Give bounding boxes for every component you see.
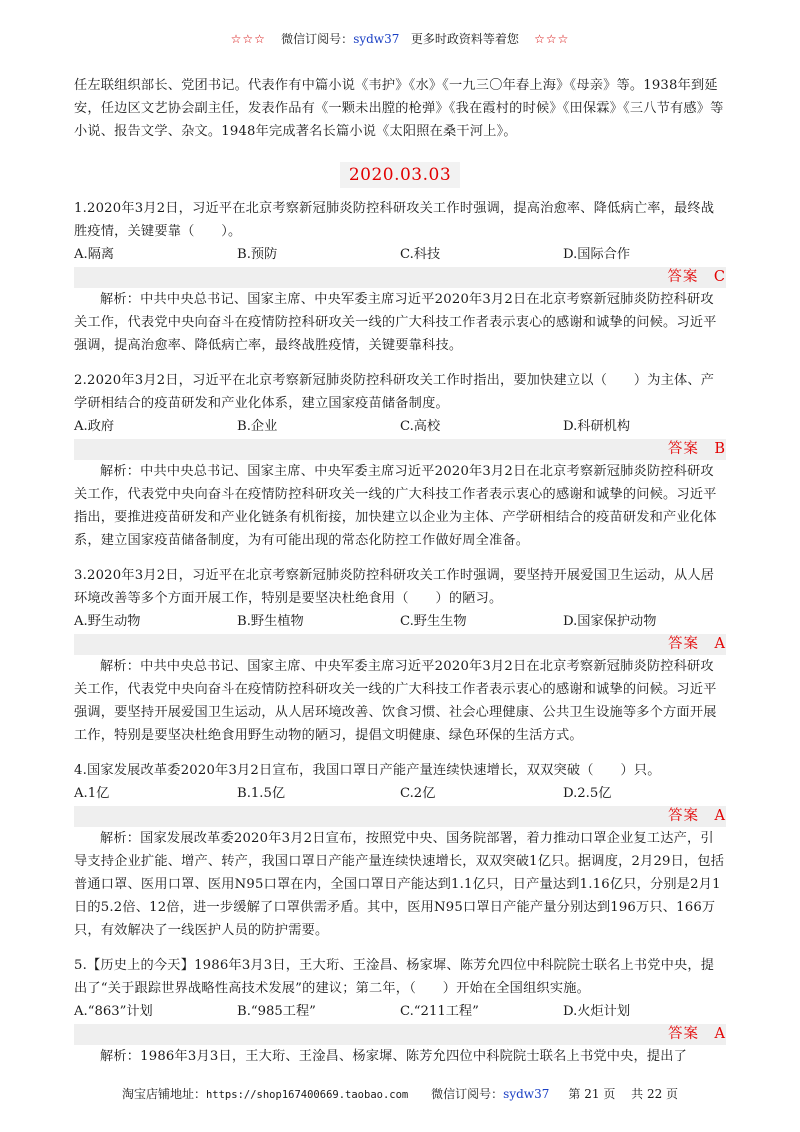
answer-bar: 答案 A xyxy=(74,634,726,655)
analysis-text: 解析：中共中央总书记、国家主席、中央军委主席习近平2020年3月2日在北京考察新冠肺炎防控科研攻关工作，代表党中央向奋斗在疫情防控科研攻关一线的广大科技工作者表示衷心的感谢和诚挚的问候。习近平强调，提高治愈率、降低病亡率，最终战胜疫情，关键要靠科技。 xyxy=(74,292,717,353)
question-text: 3.2020年3月2日，习近平在北京考察新冠肺炎防控科研攻关工作时强调，要坚持开展爱国卫生运动，从人居环境改善等多个方面开展工作，特别是要坚决杜绝食用（ ）的陋习。 xyxy=(74,568,715,606)
wechat-label: 微信订阅号： xyxy=(431,1087,504,1101)
question-text: 5.【历史上的今天】1986年3月3日，王大珩、王淦昌、杨家墀、陈芳允四位中科院院士联名上书党中央，提出了“关于跟踪世界战略性高技术发展”的建议；第二年，（ ）开始在全国组织实施。 xyxy=(74,958,715,996)
date-heading: 2020.03.03 xyxy=(340,162,460,188)
option-a: A.隔离 xyxy=(74,247,115,262)
option-d: D.火炬计划 xyxy=(563,1004,631,1019)
option-c: C.科技 xyxy=(400,247,441,262)
question-text: 2.2020年3月2日，习近平在北京考察新冠肺炎防控科研攻关工作时指出，要加快建立以（ ）为主体、产学研相结合的疫苗研发和产业化体系，建立国家疫苗储备制度。 xyxy=(74,373,715,411)
analysis-text: 解析：中共中央总书记、国家主席、中央军委主席习近平2020年3月2日在北京考察新冠肺炎防控科研攻关工作，代表党中央向奋斗在疫情防控科研攻关一线的广大科技工作者表示衷心的感谢和诚挚的问候。习近平强调，要坚持开展爱国卫生运动，从人居环境改善、饮食习惯、社会心理健康、公共卫生设施等多个方面开展工作，特别是要坚决杜绝食用野生动物的陋习，提倡文明健康、绿色环保的生活方式。 xyxy=(74,659,717,743)
option-b: B.企业 xyxy=(237,419,278,434)
page-content xyxy=(74,74,726,1068)
question-options xyxy=(74,610,726,634)
answer-bar: 答案 A xyxy=(74,806,726,827)
stars-right: ☆☆☆ xyxy=(534,32,570,46)
answer-bar: 答案 A xyxy=(74,1024,726,1045)
option-d: D.科研机构 xyxy=(563,419,631,434)
analysis-text: 解析：1986年3月3日，王大珩、王淦昌、杨家墀、陈芳允四位中科院院士联名上书党中央，提出了 xyxy=(100,1049,688,1064)
question-block xyxy=(74,564,726,747)
answer-bar: 答案 C xyxy=(74,267,726,288)
option-a: A.1亿 xyxy=(74,786,110,801)
option-d: D.2.5亿 xyxy=(563,786,612,801)
stars-left: ☆☆☆ xyxy=(230,32,266,46)
question-options xyxy=(74,415,726,439)
wechat-account: sydw37 xyxy=(503,1087,550,1101)
option-a: A.政府 xyxy=(74,419,115,434)
option-b: B.1.5亿 xyxy=(237,786,286,801)
question-block xyxy=(74,759,726,942)
question-text: 1.2020年3月2日，习近平在北京考察新冠肺炎防控科研攻关工作时强调，提高治愈率、降低病亡率，最终战胜疫情，关键要靠（ ）。 xyxy=(74,201,715,239)
option-c: C.“211工程” xyxy=(400,1004,479,1019)
shop-url-link[interactable]: https://shop167400669.taobao.com xyxy=(205,1089,409,1101)
shop-label: 淘宝店铺地址： xyxy=(121,1087,206,1101)
option-a: A.野生动物 xyxy=(74,614,141,629)
question-block xyxy=(74,369,726,552)
option-b: B.“985工程” xyxy=(237,1004,316,1019)
header-account: sydw37 xyxy=(353,32,400,46)
page-number: 第 21 页 共 22 页 xyxy=(568,1087,679,1101)
question-block xyxy=(74,954,726,1068)
intro-paragraph: 任左联组织部长、党团书记。代表作有中篇小说《韦护》《水》《一九三〇年春上海》《母亲》等。1938年到延安，任边区文艺协会副主任，发表作品有《一颗未出膛的枪弹》《我在霞村的时候》《田保霖》《三八节有感》等小说、报告文学、杂文。1948年完成著名长篇小说《太阳照在桑干河上》。 xyxy=(74,78,724,139)
answer-bar: 答案 B xyxy=(74,439,726,460)
option-a: A.“863”计划 xyxy=(74,1004,153,1019)
option-b: B.野生植物 xyxy=(237,614,304,629)
question-options xyxy=(74,782,726,806)
question-text: 4.国家发展改革委2020年3月2日宣布，我国口罩日产能产量连续快速增长，双双突破（ ）只。 xyxy=(74,763,661,778)
analysis-text: 解析：国家发展改革委2020年3月2日宣布，按照党中央、国务院部署，着力推动口罩企业复工达产，引导支持企业扩能、增产、转产，我国口罩日产能产量连续快速增长，双双突破1亿只。据调度，2月29日，包括普通口罩、医用口罩、医用N95口罩在内，全国口罩日产能达到1.1亿只，日产量达到1.16亿只，分别是2月1日的5.2倍、12倍，进一步缓解了口罩供需矛盾。其中，医用N95口罩日产能产量分别达到196万只、166万只，有效解决了一线医护人员的防护需要。 xyxy=(74,831,725,938)
page-header xyxy=(0,30,800,47)
option-c: C.2亿 xyxy=(400,786,436,801)
question-options xyxy=(74,1000,726,1024)
option-d: D.国家保护动物 xyxy=(563,614,657,629)
header-slogan: 更多时政资料等着您 xyxy=(410,32,519,46)
question-options xyxy=(74,243,726,267)
option-c: C.高校 xyxy=(400,419,441,434)
page-footer xyxy=(0,1085,800,1102)
question-block xyxy=(74,197,726,357)
option-b: B.预防 xyxy=(237,247,278,262)
header-label: 微信订阅号： xyxy=(281,32,354,46)
option-d: D.国际合作 xyxy=(563,247,631,262)
date-heading-wrap xyxy=(74,162,726,188)
analysis-text: 解析：中共中央总书记、国家主席、中央军委主席习近平2020年3月2日在北京考察新冠肺炎防控科研攻关工作，代表党中央向奋斗在疫情防控科研攻关一线的广大科技工作者表示衷心的感谢和诚挚的问候。习近平指出，要推进疫苗研发和产业化链条有机衔接，加快建立以企业为主体、产学研相结合的疫苗研发和产业化体系，建立国家疫苗储备制度，为有可能出现的常态化防控工作做好周全准备。 xyxy=(74,464,717,548)
option-c: C.野生生物 xyxy=(400,614,467,629)
